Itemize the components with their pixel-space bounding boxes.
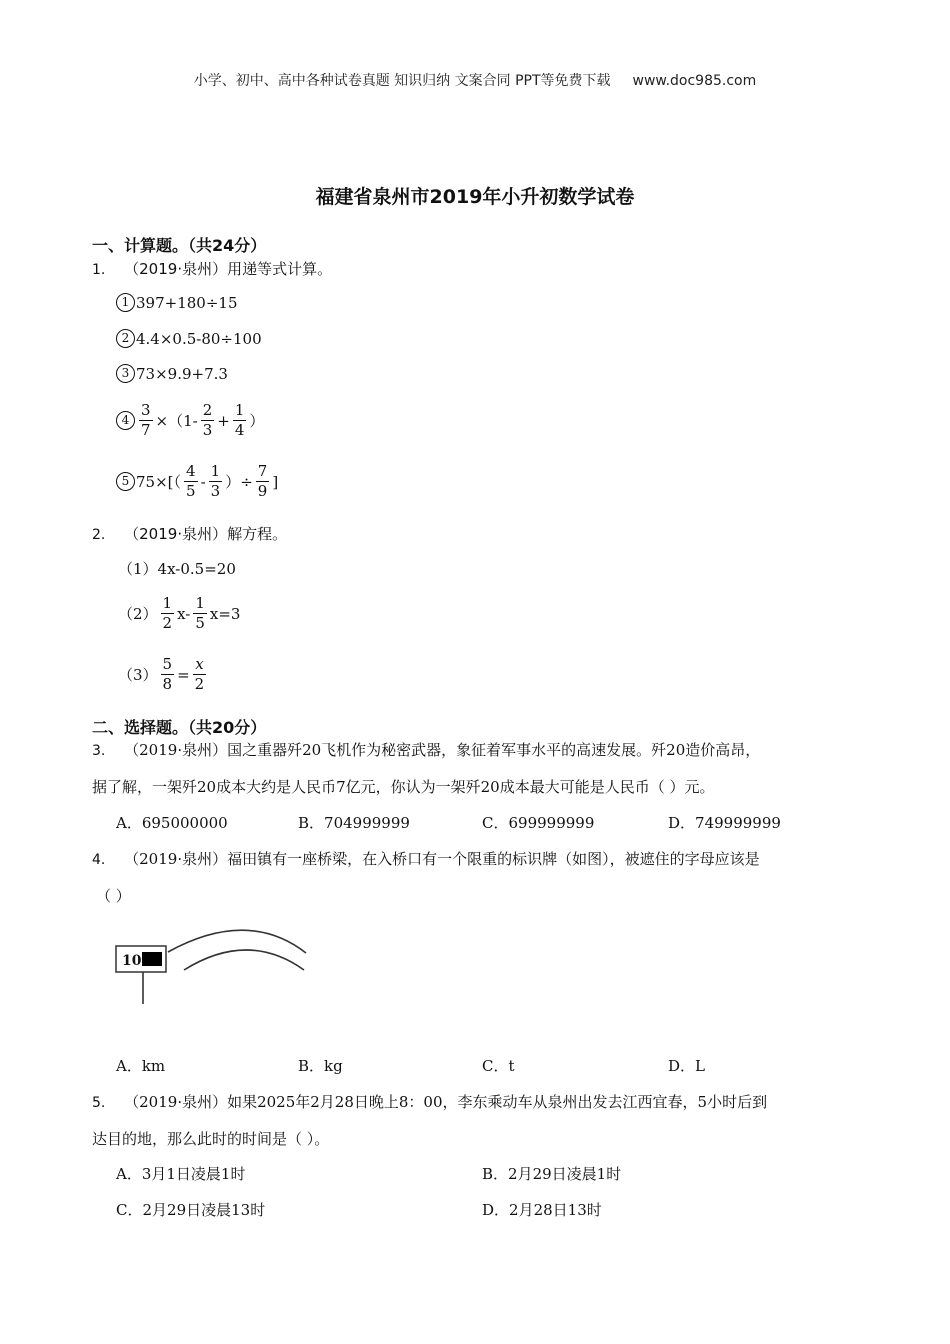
- question-stem-line-1: （2019·泉州）如果2025年2月28日晚上8：00，李东乘动车从泉州出发去江西宜春，5小时后到: [124, 1093, 768, 1111]
- option-d[interactable]: D．L: [668, 1057, 705, 1075]
- calc-item-1: [116, 293, 237, 312]
- item-expression: 4.4×0.5-80÷100: [136, 329, 262, 348]
- expr-text: -: [200, 472, 206, 491]
- expr-text: ×（1-: [155, 412, 198, 430]
- page-title: 福建省泉州市2019年小升初数学试卷: [315, 186, 635, 208]
- item-mark: 1: [116, 293, 135, 312]
- sign-number: 10: [122, 953, 142, 969]
- expr-text: ）: [249, 412, 265, 430]
- equation-1: （1）4x-0.5=20: [118, 560, 236, 578]
- question-number: 5.: [92, 1095, 106, 1111]
- calc-item-3: [116, 364, 228, 383]
- expr-text: 75×[（: [136, 473, 182, 491]
- bridge-sign-figure: [108, 920, 328, 1010]
- question-stem: （2019·泉州）用递等式计算。: [124, 260, 333, 278]
- option-b[interactable]: B．704999999: [298, 814, 410, 832]
- expr-text: x=3: [209, 604, 241, 623]
- equation-2: [118, 594, 240, 633]
- item-mark: 5: [116, 472, 135, 491]
- option-d[interactable]: D．749999999: [668, 814, 781, 832]
- fraction: $\frac{4}{5}$: [186, 462, 196, 500]
- expr-text: ）÷: [225, 473, 253, 491]
- question-number: 3.: [92, 743, 106, 759]
- expr-text: +: [217, 411, 230, 430]
- section-heading-calculation: 一、计算题。（共24分）: [92, 236, 267, 255]
- item-mark: 2: [116, 329, 135, 348]
- calc-item-5: [116, 462, 278, 501]
- calc-item-2: [116, 329, 262, 348]
- section-heading-choice: 二、选择题。（共20分）: [92, 718, 267, 737]
- option-b[interactable]: B．2月29日凌晨1时: [482, 1165, 622, 1183]
- question-5: [92, 1091, 767, 1112]
- fraction: $\frac{1}{3}$: [210, 462, 221, 500]
- bridge-arch-inner: [184, 950, 304, 970]
- hidden-unit-block: [142, 952, 162, 966]
- fraction: $\frac{1}{5}$: [195, 594, 205, 632]
- fraction: $\frac{1}{4}$: [234, 401, 245, 439]
- option-a[interactable]: A．3月1日凌晨1时: [116, 1165, 246, 1183]
- item-expression: 397+180÷15: [136, 293, 238, 312]
- option-a[interactable]: A．695000000: [116, 814, 228, 832]
- question-1: [92, 258, 332, 279]
- fraction: $\frac{x}{2}$: [194, 655, 205, 693]
- option-d[interactable]: D．2月28日13时: [482, 1201, 602, 1219]
- item-mark: 3: [116, 364, 135, 383]
- page-header: [0, 70, 950, 90]
- fraction: $\frac{7}{9}$: [257, 462, 268, 500]
- question-stem: （2019·泉州）解方程。: [124, 525, 288, 543]
- question-stem-line-2: 达目的地，那么此时的时间是（ ）。: [92, 1130, 330, 1148]
- header-text: 小学、初中、高中各种试卷真题 知识归纳 文案合同 PPT等免费下载: [193, 73, 611, 89]
- bridge-arch-outer: [168, 930, 306, 953]
- option-a[interactable]: A．km: [116, 1057, 166, 1075]
- fraction: $\frac{3}{7}$: [141, 401, 151, 439]
- expr-text: =: [177, 665, 190, 684]
- option-c[interactable]: C．2月29日凌晨13时: [116, 1201, 266, 1219]
- item-expression: 73×9.9+7.3: [136, 364, 228, 383]
- question-2: [92, 523, 287, 544]
- option-b[interactable]: B．kg: [298, 1057, 343, 1075]
- equation-3: [118, 655, 209, 694]
- question-number: 1.: [92, 262, 106, 278]
- option-c[interactable]: C．t: [482, 1057, 515, 1075]
- question-number: 4.: [92, 852, 106, 868]
- answer-blank: （ ）: [96, 887, 131, 905]
- expr-text: ]: [272, 472, 279, 491]
- question-3: [92, 739, 760, 760]
- fraction: $\frac{1}{2}$: [162, 594, 173, 632]
- question-stem-line-1: （2019·泉州）福田镇有一座桥梁，在入桥口有一个限重的标识牌（如图），被遮住的字母应该是: [124, 850, 760, 868]
- equation-label: （2）: [118, 605, 158, 623]
- fraction: $\frac{2}{3}$: [202, 401, 213, 439]
- item-mark: 4: [116, 411, 135, 430]
- fraction: $\frac{5}{8}$: [162, 655, 173, 693]
- header-site-link[interactable]: www.doc985.com: [632, 73, 757, 89]
- question-4: [92, 848, 760, 869]
- expr-text: x-: [177, 604, 191, 623]
- question-stem-line-2: 据了解，一架歼20成本大约是人民币7亿元，你认为一架歼20成本最大可能是人民币（ ）元。: [92, 778, 715, 796]
- equation-label: （3）: [118, 666, 158, 684]
- calc-item-4: [116, 401, 264, 440]
- question-stem-line-1: （2019·泉州）国之重器歼20飞机作为秘密武器，象征着军事水平的高速发展。歼20造价高昂，: [124, 741, 761, 759]
- question-number: 2.: [92, 527, 106, 543]
- option-c[interactable]: C．699999999: [482, 814, 595, 832]
